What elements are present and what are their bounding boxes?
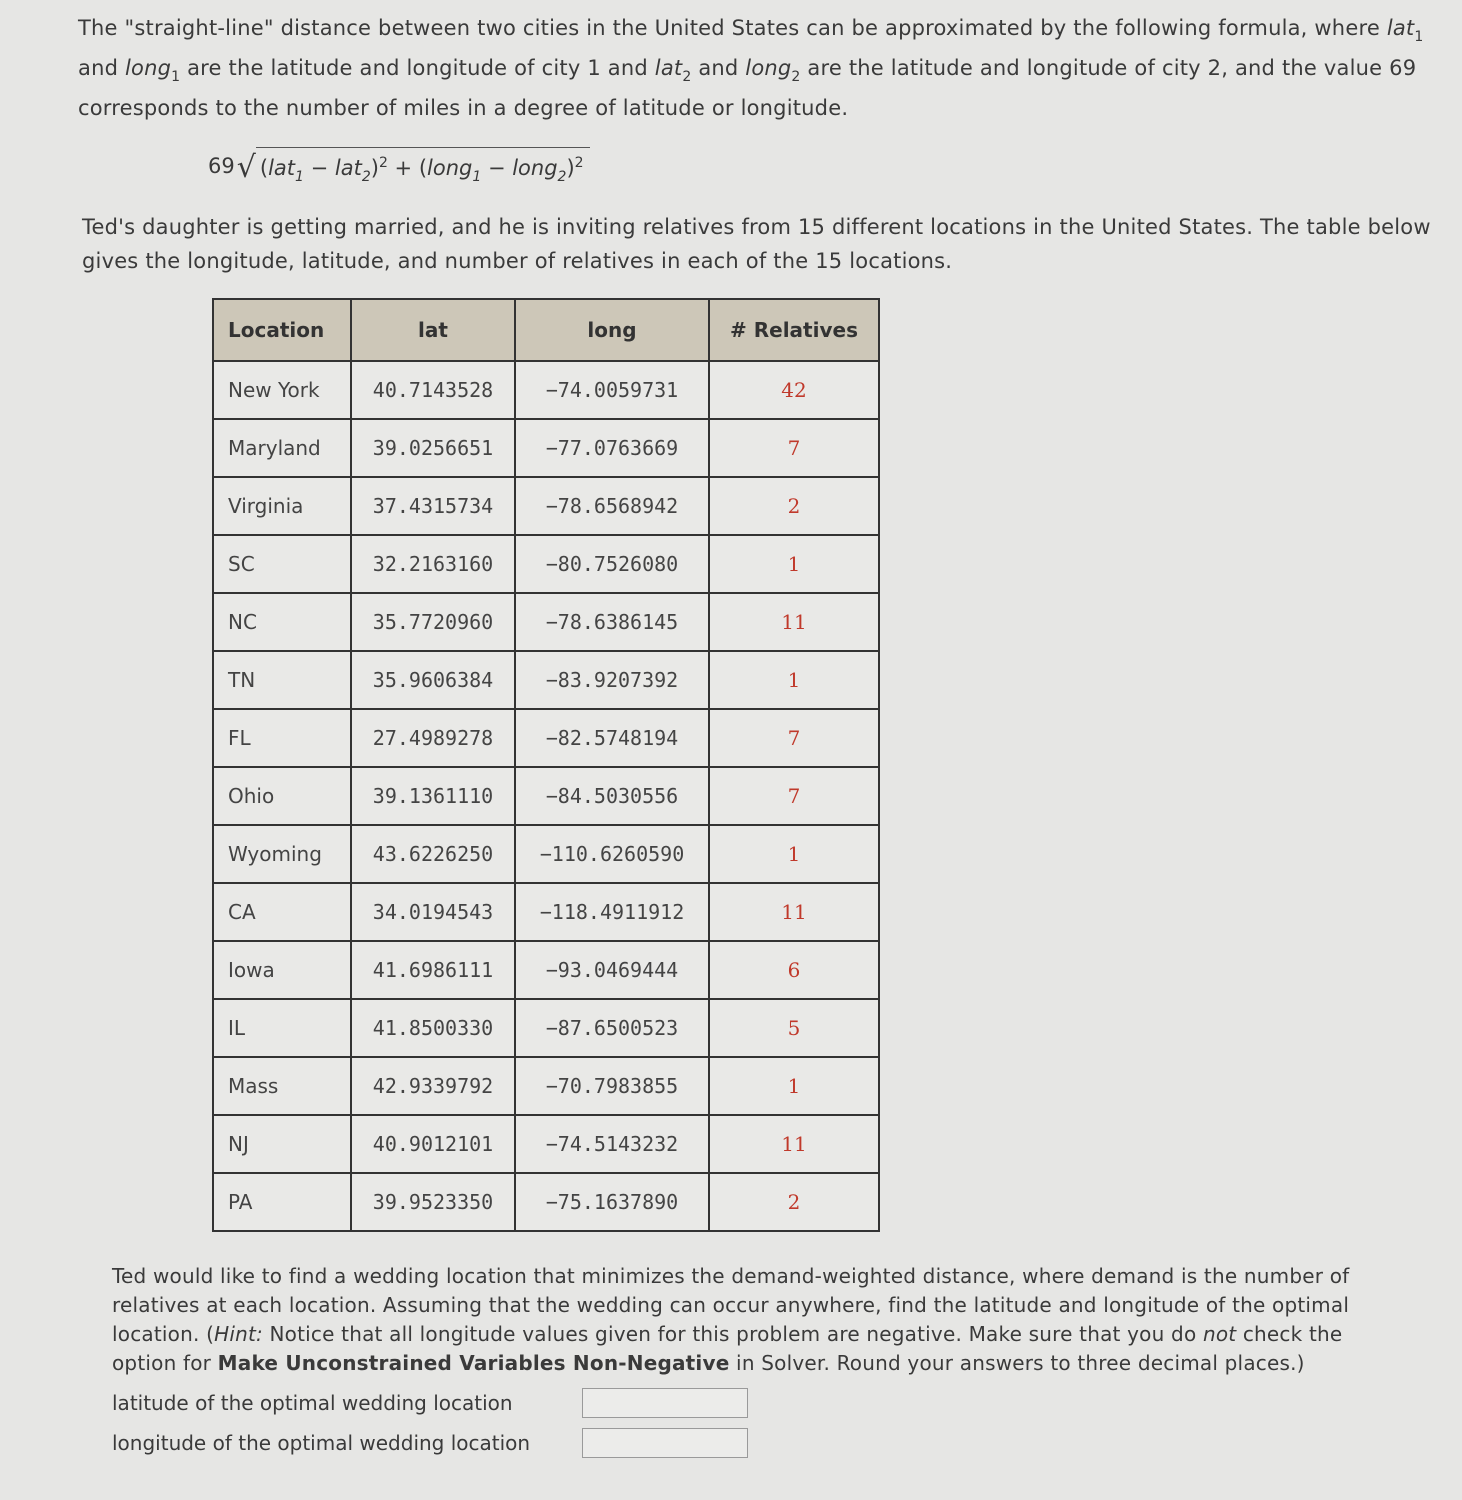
header-relatives: # Relatives: [709, 299, 879, 361]
table-row: [213, 825, 879, 883]
table-row: [213, 1115, 879, 1173]
long-cell: −77.0763669: [515, 419, 709, 477]
relatives-cell: 6: [709, 941, 879, 999]
long-cell: −110.6260590: [515, 825, 709, 883]
relatives-cell: 2: [709, 1173, 879, 1231]
lat-cell: 32.2163160: [351, 535, 515, 593]
relatives-cell: 5: [709, 999, 879, 1057]
location-cell: New York: [213, 361, 351, 419]
latitude-answer-row: [112, 1388, 748, 1418]
header-long: long: [515, 299, 709, 361]
long-cell: −87.6500523: [515, 999, 709, 1057]
location-cell: FL: [213, 709, 351, 767]
location-cell: Ohio: [213, 767, 351, 825]
relatives-cell: 7: [709, 767, 879, 825]
lat-cell: 34.0194543: [351, 883, 515, 941]
table-row: [213, 361, 879, 419]
longitude-input[interactable]: [582, 1428, 748, 1458]
lat-cell: 39.9523350: [351, 1173, 515, 1231]
long-cell: −74.5143232: [515, 1115, 709, 1173]
relatives-cell: 1: [709, 535, 879, 593]
table-body: [213, 361, 879, 1231]
distance-formula: [208, 146, 590, 186]
long-cell: −118.4911912: [515, 883, 709, 941]
lat-cell: 40.7143528: [351, 361, 515, 419]
relatives-cell: 2: [709, 477, 879, 535]
long-cell: −78.6386145: [515, 593, 709, 651]
long-cell: −80.7526080: [515, 535, 709, 593]
relatives-cell: 42: [709, 361, 879, 419]
long-cell: −78.6568942: [515, 477, 709, 535]
lat-cell: 41.8500330: [351, 999, 515, 1057]
table-row: [213, 767, 879, 825]
lat-cell: 39.1361110: [351, 767, 515, 825]
relatives-cell: 11: [709, 1115, 879, 1173]
long-cell: −70.7983855: [515, 1057, 709, 1115]
location-cell: TN: [213, 651, 351, 709]
long-cell: −75.1637890: [515, 1173, 709, 1231]
table-row: [213, 651, 879, 709]
latitude-input[interactable]: [582, 1388, 748, 1418]
lat-cell: 35.7720960: [351, 593, 515, 651]
question-paragraph: Ted would like to find a wedding location that minimizes the demand-weighted distance, where demand is the number of relatives at each location. Assuming that the wedding can occur anywhere, find the latitude and longitude of the optimal location. (Hint: Notice that all longitude values given for this problem are negative. Make sure that you do not check the option for Make Unconstrained Variables Non-Negative in Solver. Round your answers to three decimal places.): [112, 1264, 1350, 1375]
relatives-cell: 11: [709, 593, 879, 651]
long-cell: −84.5030556: [515, 767, 709, 825]
longitude-answer-row: [112, 1428, 748, 1458]
table-row: [213, 1173, 879, 1231]
lat-cell: 42.9339792: [351, 1057, 515, 1115]
table-row: [213, 477, 879, 535]
lat-cell: 35.9606384: [351, 651, 515, 709]
relatives-cell: 1: [709, 825, 879, 883]
relatives-cell: 7: [709, 419, 879, 477]
lat-cell: 41.6986111: [351, 941, 515, 999]
table-row: [213, 941, 879, 999]
header-location: Location: [213, 299, 351, 361]
lat-cell: 27.4989278: [351, 709, 515, 767]
location-cell: Wyoming: [213, 825, 351, 883]
location-cell: Maryland: [213, 419, 351, 477]
location-cell: IL: [213, 999, 351, 1057]
table-row: [213, 999, 879, 1057]
intro-paragraph: The "straight-line" distance between two cities in the United States can be approximated by the following formula, where lat$_1$ and long$_1$ are the latitude and longitude of city 1 and lat$_2$ and long$_2$ are the latitude and longitude of city 2, and the value 69 corresponds to the number of miles in a degree of latitude or longitude.: [78, 16, 1424, 120]
relatives-cell: 1: [709, 651, 879, 709]
table-row: [213, 593, 879, 651]
longitude-label: longitude of the optimal wedding location: [112, 1431, 531, 1455]
table-row: [213, 1057, 879, 1115]
location-cell: PA: [213, 1173, 351, 1231]
table-row: [213, 709, 879, 767]
question-block: [112, 1262, 1402, 1455]
table-row: [213, 419, 879, 477]
location-cell: CA: [213, 883, 351, 941]
table-row: [213, 883, 879, 941]
table-row: [213, 535, 879, 593]
long-cell: −83.9207392: [515, 651, 709, 709]
lat-cell: 40.9012101: [351, 1115, 515, 1173]
location-cell: Iowa: [213, 941, 351, 999]
location-cell: NJ: [213, 1115, 351, 1173]
long-cell: −74.0059731: [515, 361, 709, 419]
location-cell: Mass: [213, 1057, 351, 1115]
long-cell: −93.0469444: [515, 941, 709, 999]
location-cell: SC: [213, 535, 351, 593]
header-lat: lat: [351, 299, 515, 361]
long-cell: −82.5748194: [515, 709, 709, 767]
locations-table: [212, 298, 880, 1232]
latitude-label: latitude of the optimal wedding location: [112, 1391, 513, 1415]
formula-coefficient: 69: [208, 154, 235, 178]
lat-cell: 37.4315734: [351, 477, 515, 535]
lat-cell: 39.0256651: [351, 419, 515, 477]
radical-sign: √: [236, 150, 256, 185]
relatives-cell: 1: [709, 1057, 879, 1115]
relatives-cell: 11: [709, 883, 879, 941]
location-cell: NC: [213, 593, 351, 651]
intro-block: [78, 8, 1440, 128]
lat-cell: 43.6226250: [351, 825, 515, 883]
relatives-cell: 7: [709, 709, 879, 767]
table-header-row: [213, 299, 879, 361]
location-cell: Virginia: [213, 477, 351, 535]
ted-intro-paragraph: Ted's daughter is getting married, and he is inviting relatives from 15 different locations in the United States. The table below gives the longitude, latitude, and number of relatives in each of the 15 locations.: [82, 215, 1431, 273]
formula-radicand: $(lat_1 - lat_2)^2$ + (long$_1$ − long$_2$)$^2$: [256, 147, 590, 186]
